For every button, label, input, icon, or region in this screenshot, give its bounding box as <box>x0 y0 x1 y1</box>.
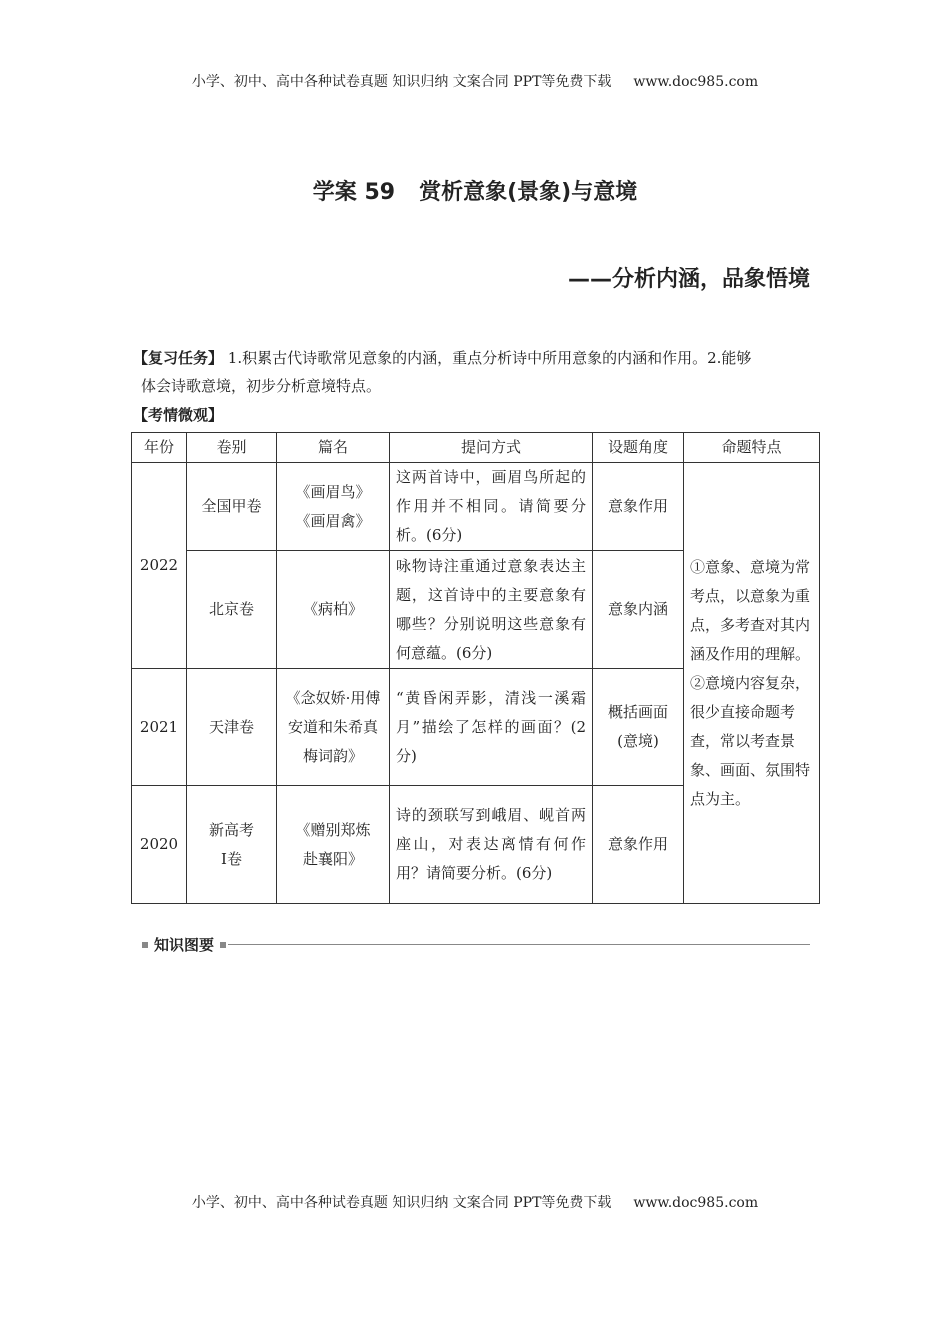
angle-cell: 意象作用 <box>593 463 684 551</box>
angle-cell: 意象作用 <box>593 786 684 904</box>
task-label: 【复习任务】 <box>133 349 224 367</box>
page-title <box>0 175 950 206</box>
features-cell: ①意象、意境为常考点，以意象为重点，多考查对其内涵及作用的理解。②意境内容复杂，很少直接命题考查，常以考查景象、画面、氛围特点为主。 <box>684 463 820 904</box>
title-cell: 《病柏》 <box>277 551 390 669</box>
divider <box>228 944 810 945</box>
header-text: 小学、初中、高中各种试卷真题 知识归纳 文案合同 PPT等免费下载 <box>191 74 612 90</box>
section-label: 【考情微观】 <box>133 406 224 424</box>
page-header <box>0 71 950 91</box>
title-prefix: 学案 59 <box>312 180 396 205</box>
square-bullet-icon <box>142 942 148 948</box>
review-task <box>133 344 823 400</box>
year-cell: 2020 <box>132 786 187 904</box>
exam-table <box>131 432 820 904</box>
footer-site[interactable]: www.doc985.com <box>633 1195 759 1211</box>
page-footer <box>0 1192 950 1212</box>
year-cell: 2021 <box>132 669 187 786</box>
header-cell: 命题特点 <box>684 433 820 463</box>
paper-cell: 北京卷 <box>187 551 277 669</box>
angle-cell: 概括画面(意境) <box>593 669 684 786</box>
table-row <box>132 463 820 551</box>
knowledge-label: 知识图要 <box>154 936 215 954</box>
task-line2: 体会诗歌意境，初步分析意境特点。 <box>141 377 382 395</box>
header-site[interactable]: www.doc985.com <box>633 74 759 90</box>
paper-cell: 新高考Ⅰ卷 <box>187 786 277 904</box>
title-cell: 《念奴娇·用傅安道和朱希真梅词韵》 <box>277 669 390 786</box>
header-cell: 设题角度 <box>593 433 684 463</box>
task-line1: 1.积累古代诗歌常见意象的内涵，重点分析诗中所用意象的内涵和作用。2.能够 <box>223 349 752 367</box>
question-cell: 咏物诗注重通过意象表达主题，这首诗中的主要意象有哪些？分别说明这些意象有何意蕴。(6分) <box>390 551 593 669</box>
knowledge-section-header <box>142 934 810 955</box>
table-header-row <box>132 433 820 463</box>
question-cell: 这两首诗中，画眉鸟所起的作用并不相同。请简要分析。(6分) <box>390 463 593 551</box>
square-bullet-icon <box>220 942 226 948</box>
header-cell: 篇名 <box>277 433 390 463</box>
title-cell: 《画眉鸟》《画眉禽》 <box>277 463 390 551</box>
question-cell: “黄昏闲弄影，清浅一溪霜月”描绘了怎样的画面？(2分) <box>390 669 593 786</box>
paper-cell: 全国甲卷 <box>187 463 277 551</box>
question-cell: 诗的颈联写到峨眉、岘首两座山，对表达离情有何作用？请简要分析。(6分) <box>390 786 593 904</box>
angle-cell: 意象内涵 <box>593 551 684 669</box>
footer-text: 小学、初中、高中各种试卷真题 知识归纳 文案合同 PPT等免费下载 <box>191 1195 612 1211</box>
header-cell: 提问方式 <box>390 433 593 463</box>
header-cell: 年份 <box>132 433 187 463</box>
year-cell: 2022 <box>132 463 187 669</box>
page-subtitle: ——分析内涵，品象悟境 <box>567 267 810 292</box>
title-cell: 《赠别郑炼赴襄阳》 <box>277 786 390 904</box>
header-cell: 卷别 <box>187 433 277 463</box>
title-main: 赏析意象(景象)与意境 <box>419 180 638 205</box>
paper-cell: 天津卷 <box>187 669 277 786</box>
